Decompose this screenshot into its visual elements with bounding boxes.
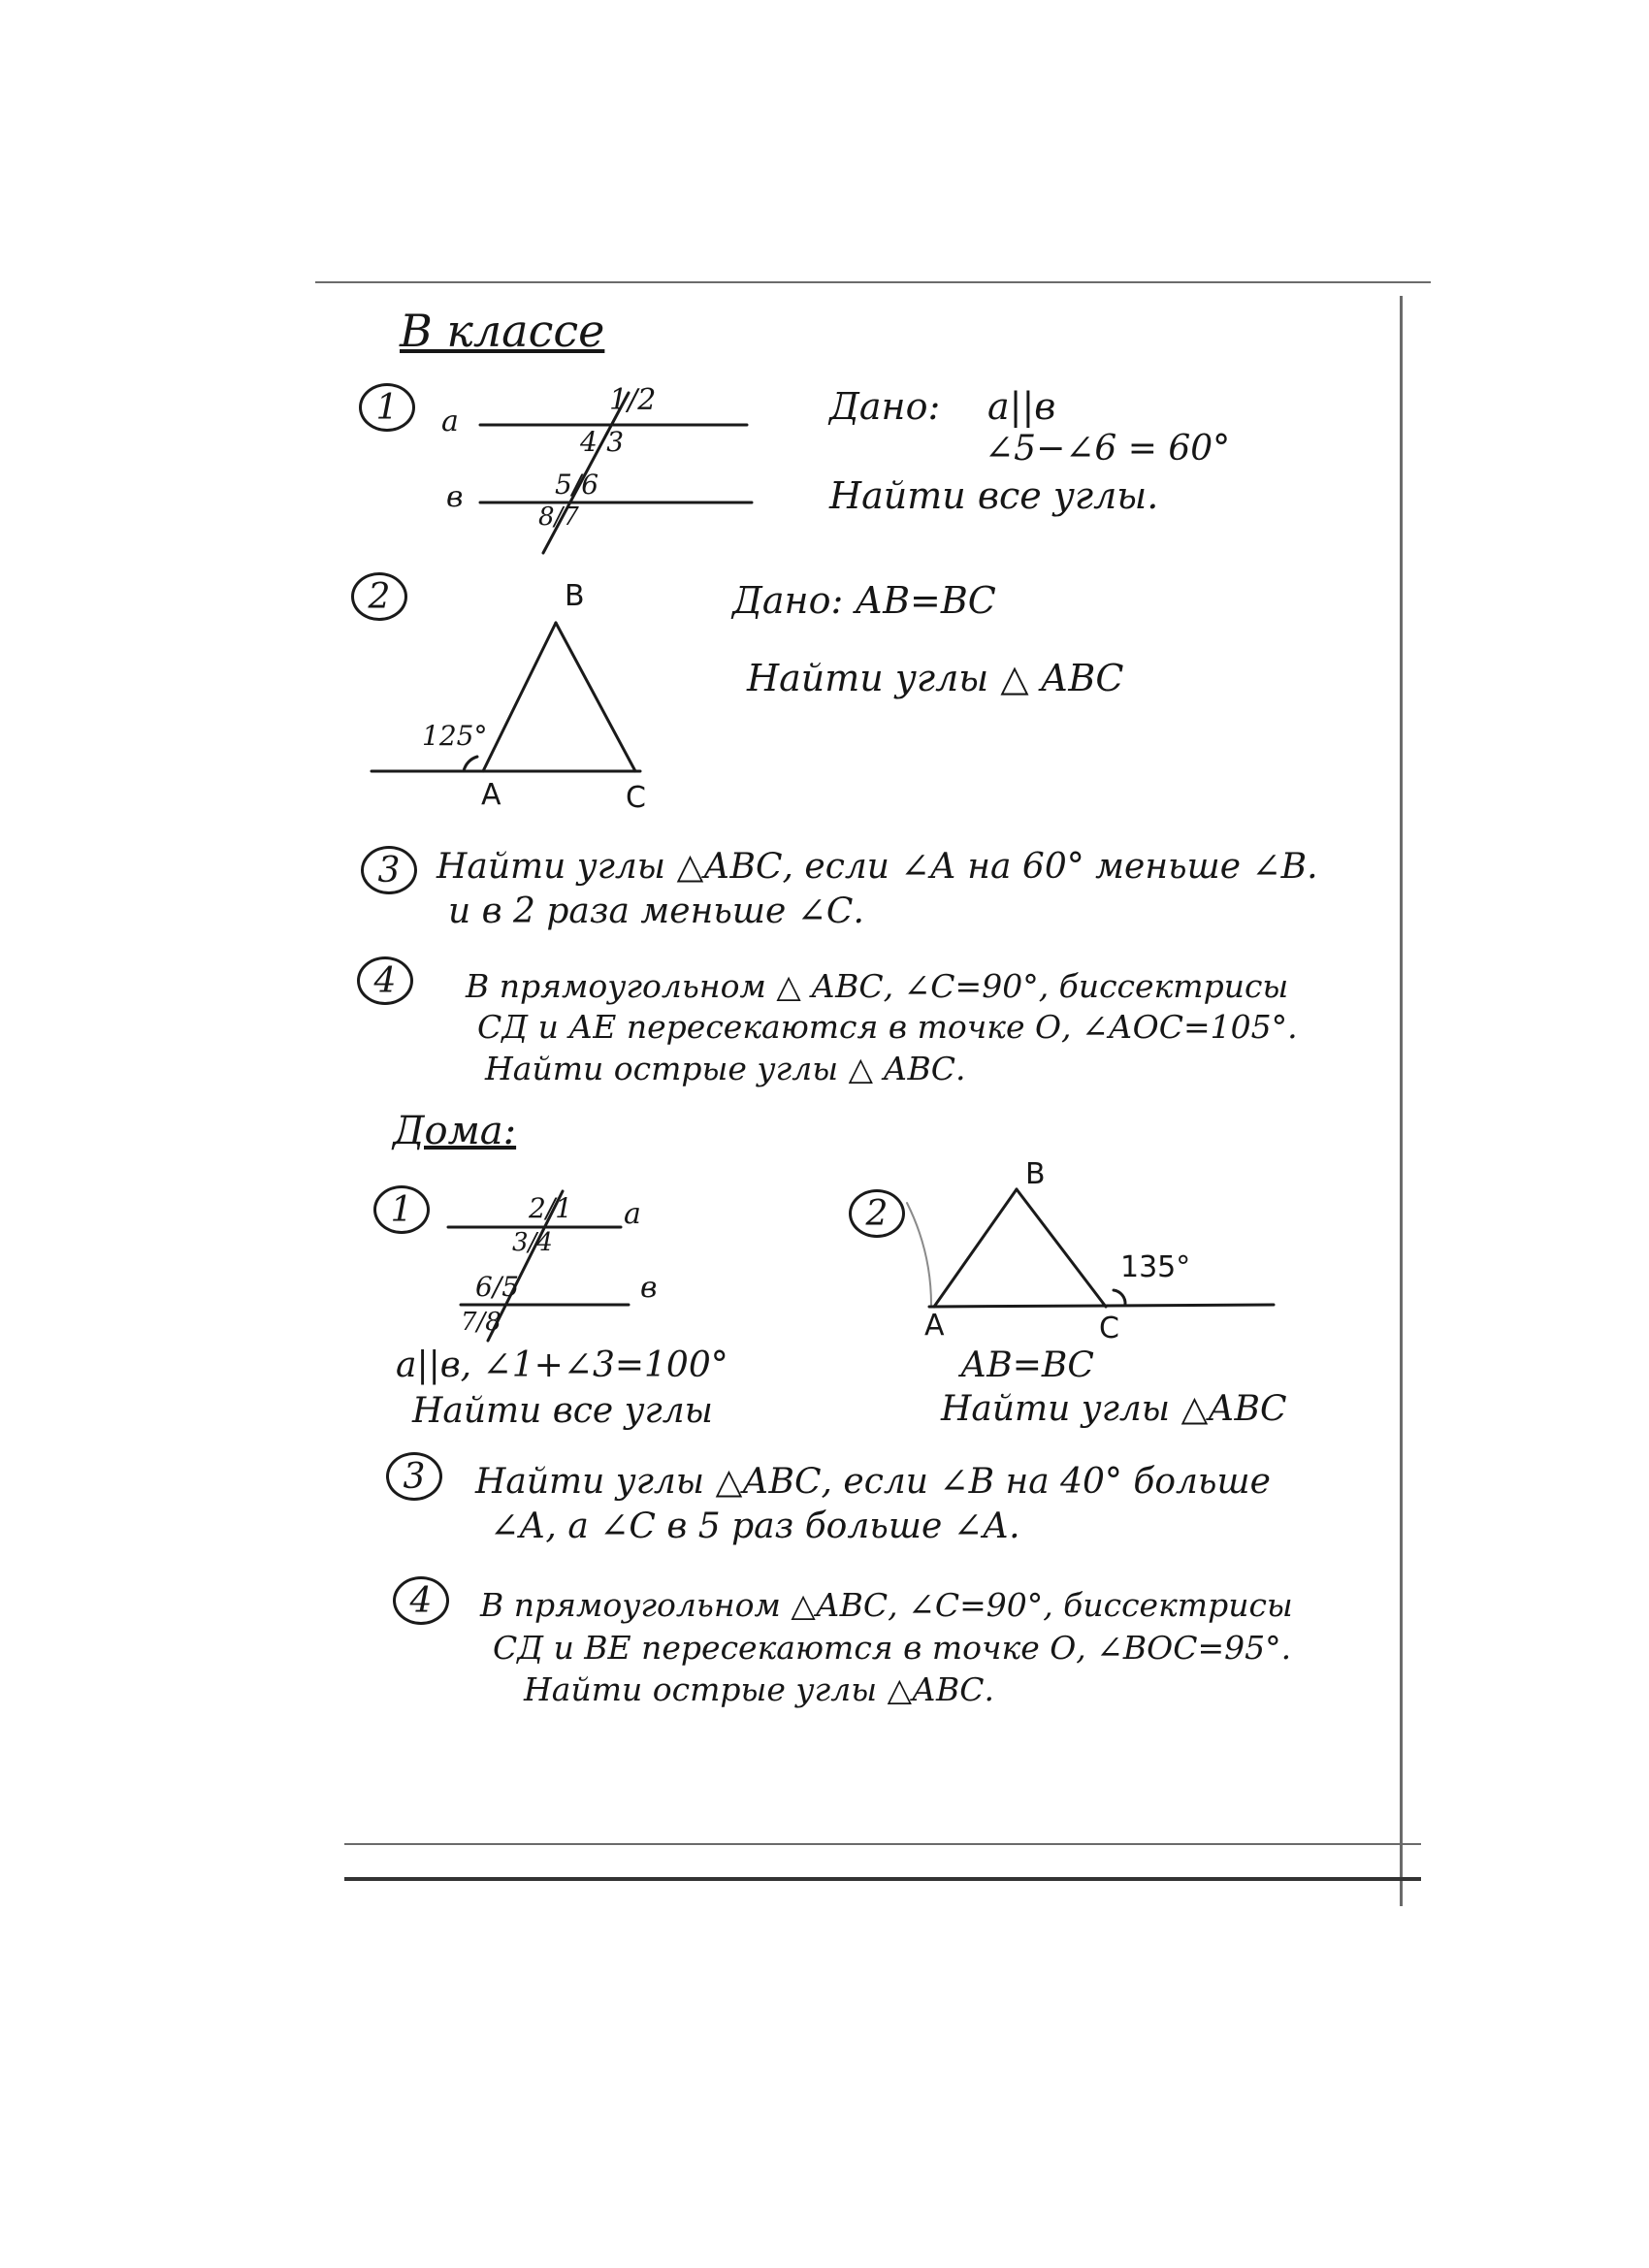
home-p1-angles-2-1: 2/1 (529, 1192, 573, 1224)
class-p2-angle-label: 125° (422, 720, 488, 752)
class-p2-task: Найти углы △ АВС (747, 657, 1124, 699)
section-class-title: В классе (400, 305, 605, 357)
class-p1-given-angles: ∠5−∠6 = 60° (985, 429, 1231, 469)
class-p2-vertex-b: B (565, 579, 585, 613)
home-p3-line-1: Найти углы △АВС, если ∠В на 40° больше (475, 1462, 1271, 1502)
class-problem-4-number: 4 (357, 956, 413, 1005)
home-p1-line-b-label: в (640, 1271, 658, 1305)
class-p1-given-label: Дано: (829, 385, 941, 428)
section-home-title: Дома: (393, 1109, 517, 1153)
class-p1-line-b-label: в (446, 480, 464, 514)
home-p2-side-ab (934, 1189, 1017, 1307)
home-p1-given: а||в, ∠1+∠3=100° (396, 1345, 728, 1385)
home-p2-side-bc (1017, 1189, 1106, 1307)
class-p2-given: Дано: АВ=ВС (732, 579, 996, 622)
home-p4-line-3: Найти острые углы △АВС. (524, 1670, 994, 1708)
class-p1-angles-5-6: 5/6 (555, 469, 599, 501)
class-problem-2-number: 2 (351, 572, 407, 621)
home-p4-line-1: В прямоугольном △АВС, ∠С=90°, биссектрисы (480, 1586, 1293, 1624)
home-p2-vertex-a: A (924, 1309, 945, 1343)
home-p1-angles-7-8: 7/8 (461, 1308, 501, 1337)
home-p2-vertex-c: C (1099, 1312, 1119, 1345)
class-p4-line-2: СД и АЕ пересекаются в точке О, ∠АОС=105°. (477, 1008, 1298, 1046)
home-p2-base-line (929, 1305, 1274, 1307)
home-p2-construction-arc (907, 1203, 931, 1305)
home-p4-line-2: СД и ВЕ пересекаются в точке О, ∠ВОС=95°. (493, 1629, 1292, 1667)
class-problem-3-number: 3 (361, 846, 417, 894)
class-p3-line-1: Найти углы △АВС, если ∠А на 60° меньше ∠В. (436, 847, 1318, 887)
home-p1-angles-3-4: 3/4 (512, 1228, 553, 1257)
home-p1-angles-6-5: 6/5 (475, 1271, 520, 1303)
class-p1-given-parallel: а||в (987, 385, 1056, 428)
home-p2-angle-label: 135° (1120, 1250, 1191, 1284)
class-p2-vertex-a: A (481, 778, 501, 812)
home-problem-1-number: 1 (373, 1185, 430, 1234)
home-p1-task: Найти все углы (412, 1391, 713, 1431)
home-p2-given: АВ=ВС (960, 1345, 1094, 1385)
class-p1-angles-4-3: 4/3 (580, 426, 625, 458)
home-problem-2-number: 2 (849, 1189, 905, 1238)
class-problem-1-number: 1 (359, 383, 415, 432)
home-p2-vertex-b: B (1025, 1157, 1046, 1191)
class-p4-line-3: Найти острые углы △ АВС. (485, 1050, 966, 1087)
class-p2-vertex-c: C (626, 781, 646, 815)
home-p2-task: Найти углы △АВС (941, 1389, 1287, 1429)
class-p1-task: Найти все углы. (829, 474, 1159, 517)
home-p1-line-a-label: а (624, 1197, 641, 1231)
class-p1-line-a-label: а (441, 405, 459, 438)
class-p4-line-1: В прямоугольном △ АВС, ∠С=90°, биссектрисы (466, 967, 1289, 1005)
class-p3-line-2: и в 2 раза меньше ∠С. (448, 891, 864, 931)
home-problem-4-number: 4 (393, 1576, 449, 1625)
home-problem-3-number: 3 (386, 1452, 442, 1501)
home-p2-exterior-angle-arc (1114, 1290, 1125, 1305)
home-p3-line-2: ∠А, а ∠С в 5 раз больше ∠А. (490, 1507, 1020, 1546)
class-p1-angles-1-2: 1/2 (609, 383, 657, 417)
class-p1-angles-8-7: 8/7 (538, 502, 579, 532)
